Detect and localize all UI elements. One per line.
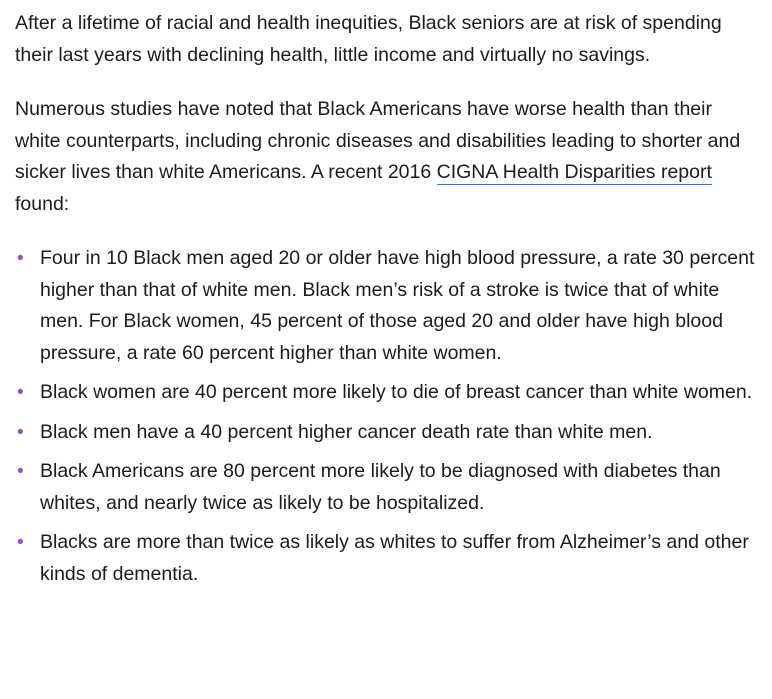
bullet-icon: • [17,461,24,482]
intro-paragraph: After a lifetime of racial and health inequities, Black seniors are at risk of spending their last years with declining health, little income and virtually no savings. [15,12,722,66]
list-item [15,456,755,519]
bullet-icon: • [17,532,24,553]
cigna-report-link[interactable]: CIGNA Health Disparities report [436,161,712,183]
bullet-icon: • [17,248,24,269]
list-item [15,527,755,590]
list-item-text: Black women are 40 percent more likely to die of breast cancer than white women. [40,381,753,403]
bullet-icon: • [17,421,24,443]
studies-paragraph [15,94,755,220]
list-item [15,243,755,369]
list-item-text: Blacks are more than twice as likely as whites to suffer from Alzheimer’s and other kinds of dementia. [40,531,749,585]
bullet-icon: • [17,382,24,403]
article-body [15,8,755,598]
findings-list [15,243,755,590]
list-item [15,417,755,449]
studies-text: Numerous studies have noted that Black Americans have worse health than their white counterparts, including chronic diseases and disabilities leading to shorter and sicker lives than white Americans. A recent 2016 [15,98,741,183]
list-item-text: Four in 10 Black men aged 20 or older have high blood pressure, a rate 30 percent higher than that of white men. Black men’s risk of a stroke is twice that of white men. For Black women, 45 percent of those aged 20 and older have high blood pressure, a rate 60 percent higher than white women. [40,247,755,364]
list-item-text: Black men have a 40 percent higher cancer death rate than white men. [40,420,653,443]
list-item-text: Black Americans are 80 percent more likely to be diagnosed with diabetes than whites, and nearly twice as likely to be hospitalized. [40,460,721,514]
list-item [15,377,755,409]
studies-text-end: found: [15,192,70,215]
